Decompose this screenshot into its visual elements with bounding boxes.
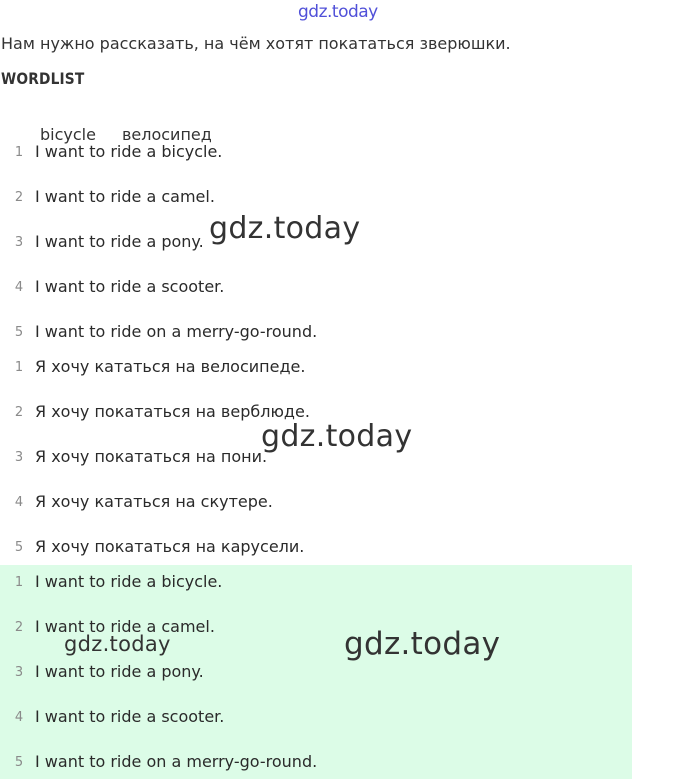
line-text: I want to ride a bicycle. — [35, 572, 223, 591]
line-number: 2 — [14, 190, 24, 205]
line-number: 1 — [14, 575, 24, 590]
line-number: 4 — [14, 280, 24, 295]
wordlist-heading: WORDLIST — [1, 69, 85, 88]
line-number: 2 — [14, 620, 24, 635]
line-text: I want to ride a bicycle. — [35, 142, 223, 161]
line-number: 5 — [14, 540, 24, 555]
line-number: 4 — [14, 710, 24, 725]
watermark: gdz.today — [209, 211, 361, 246]
line-number: 5 — [14, 755, 24, 770]
line-text: I want to ride a scooter. — [35, 707, 225, 726]
line-text: I want to ride a scooter. — [35, 277, 225, 296]
line-text: I want to ride a pony. — [35, 662, 204, 681]
watermark: gdz.today — [261, 419, 413, 454]
line-text: Я хочу покататься на карусели. — [35, 537, 305, 556]
line-text: Я хочу кататься на велосипеде. — [35, 357, 306, 376]
line-number: 3 — [14, 665, 24, 680]
line-text: Я хочу кататься на скутере. — [35, 492, 273, 511]
line-text: Я хочу покататься на пони. — [35, 447, 268, 466]
line-text: I want to ride on a merry-go-round. — [35, 752, 318, 771]
line-text: I want to ride a pony. — [35, 232, 204, 251]
line-number: 3 — [14, 235, 24, 250]
wordlist-english-word: bicycle — [40, 125, 96, 144]
top-watermark: gdz.today — [298, 2, 378, 22]
line-number: 1 — [14, 145, 24, 160]
line-text: I want to ride a camel. — [35, 617, 215, 636]
line-number: 4 — [14, 495, 24, 510]
line-number: 5 — [14, 325, 24, 340]
line-text: I want to ride a camel. — [35, 187, 215, 206]
line-number: 1 — [14, 360, 24, 375]
line-number: 2 — [14, 405, 24, 420]
line-text: Я хочу покататься на верблюде. — [35, 402, 310, 421]
line-text: I want to ride on a merry-go-round. — [35, 322, 318, 341]
task-description: Нам нужно рассказать, на чём хотят покататься зверюшки. — [1, 34, 511, 53]
wordlist-entry-cut — [40, 125, 212, 144]
watermark: gdz.today — [344, 626, 501, 662]
wordlist-russian-word: велосипед — [121, 125, 212, 144]
line-number: 3 — [14, 450, 24, 465]
watermark: gdz.today — [64, 632, 171, 656]
